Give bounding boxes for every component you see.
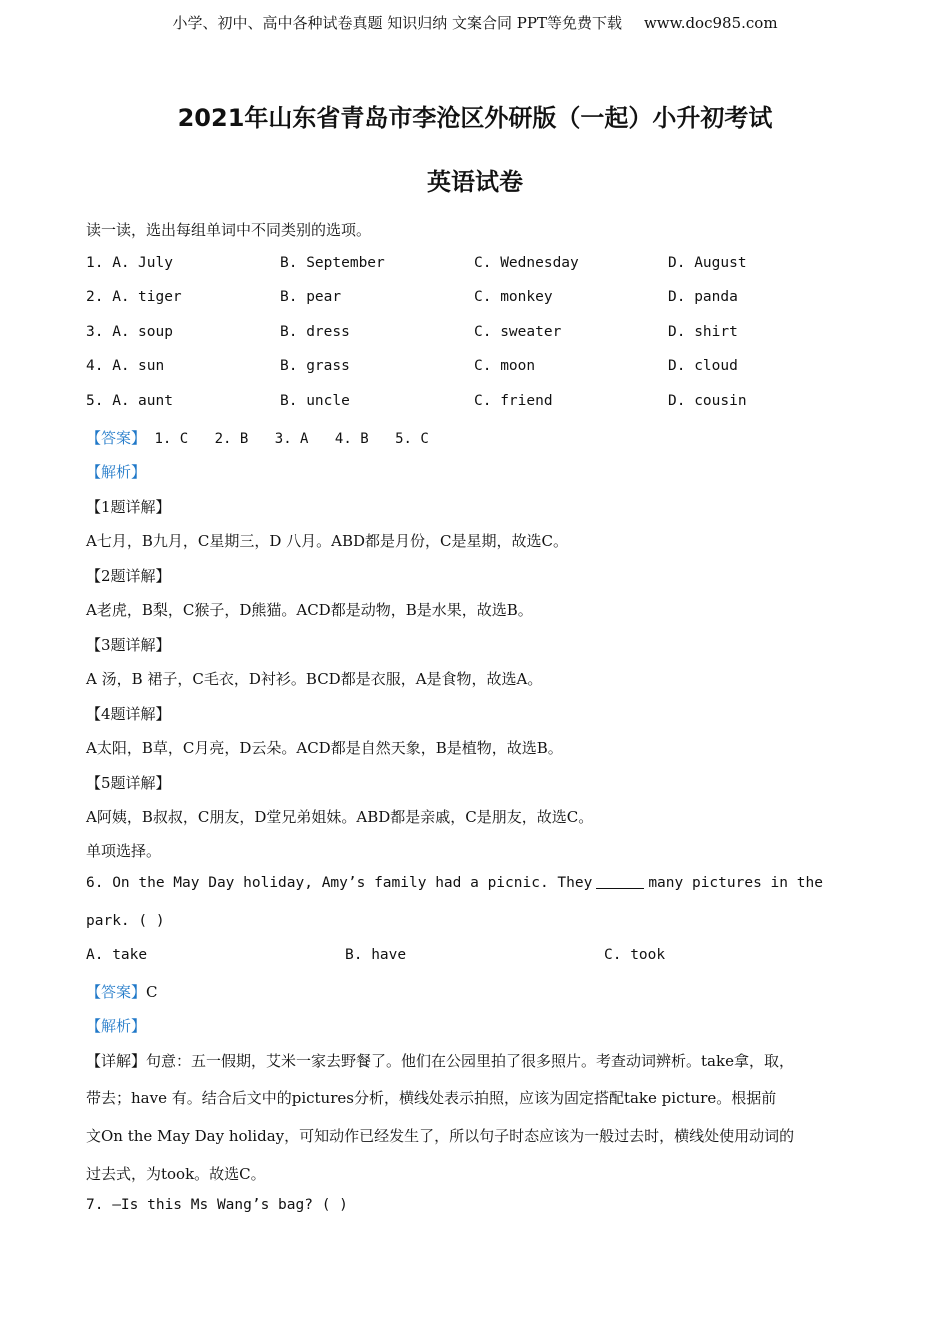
detail-body: A 汤，B 裙子，C毛衣，D衬衫。BCD都是衣服，A是食物，故选A。 (86, 670, 543, 688)
detail-body: A太阳，B草，C月亮，D云朵。ACD都是自然天象，B是植物，故选B。 (86, 739, 563, 757)
question-6-stem-line2: park. ( ) (86, 913, 165, 929)
option-d: D. panda (668, 289, 738, 305)
answer-item: 5. C (395, 431, 429, 447)
detail-body: A七月，B九月，C星期三，D 八月。ABD都是月份，C是星期，故选C。 (86, 532, 568, 550)
option-c: C. moon (474, 358, 536, 374)
detail-tag: 【详解】 (86, 1052, 147, 1070)
option-d: D. August (668, 255, 747, 271)
option-a: aunt (138, 393, 173, 409)
question-7-stem: 7. —Is this Ms Wang’s bag? ( ) (86, 1197, 348, 1213)
answer-tag: 【答案】 (86, 983, 147, 1001)
option-b: B. grass (280, 358, 350, 374)
section1-instruction: 读一读，选出每组单词中不同类别的选项。 (86, 221, 372, 239)
detail-body: A老虎，B梨，C猴子，D熊猫。ACD都是动物，B是水果，故选B。 (86, 601, 533, 619)
analysis-tag: 【解析】 (86, 463, 147, 481)
exam-title: 2021年山东省青岛市李沧区外研版（一起）小升初考试 (177, 104, 773, 132)
q6-analysis-tag: 【解析】 (86, 1017, 147, 1035)
page-header (0, 12, 950, 33)
option-a: tiger (138, 289, 182, 305)
option-c: C. Wednesday (474, 255, 579, 271)
q6-stem-part1: 6. On the May Day holiday, Amy’s family had a picnic. They (86, 875, 593, 891)
question-number: 5. A. (86, 393, 130, 409)
option-c: C. sweater (474, 324, 562, 340)
detail-heading: 【1题详解】 (86, 498, 171, 516)
q6-option-c: C. took (604, 947, 666, 963)
answer-line-1-5 (86, 427, 447, 448)
q6-detail-line2: 带去；have 有。结合后文中的pictures分析，横线处表示拍照，应该为固定搭配take picture。根据前 (86, 1089, 777, 1107)
option-b: B. dress (280, 324, 350, 340)
option-d: D. shirt (668, 324, 738, 340)
answer-tag: 【答案】 (86, 429, 147, 447)
answer-item: 1. C (154, 431, 189, 447)
answer-item: 3. A (274, 431, 309, 447)
option-b: B. pear (280, 289, 342, 305)
q6-detail-line3: 文On the May Day holiday，可知动作已经发生了，所以句子时态应该为一般过去时，横线处使用动词的 (86, 1127, 795, 1145)
option-b: B. uncle (280, 393, 350, 409)
option-a: July (138, 255, 173, 271)
option-c: C. monkey (474, 289, 553, 305)
question-number: 1. A. (86, 255, 130, 271)
option-c: C. friend (474, 393, 553, 409)
option-d: D. cloud (668, 358, 738, 374)
answer-item: 2. B (214, 431, 249, 447)
question-number: 4. A. (86, 358, 130, 374)
detail-heading: 【2题详解】 (86, 567, 171, 585)
section2-instruction: 单项选择。 (86, 842, 162, 860)
answer-blank (596, 888, 644, 889)
q6-answer: C (146, 983, 158, 1001)
header-text: 小学、初中、高中各种试卷真题 知识归纳 文案合同 PPT等免费下载 (172, 14, 622, 32)
option-d: D. cousin (668, 393, 747, 409)
detail-text: 句意：五一假期，艾米一家去野餐了。他们在公园里拍了很多照片。考查动词辨析。take拿，取， (146, 1052, 794, 1070)
detail-body: A阿姨，B叔叔，C朋友，D堂兄弟姐妹。ABD都是亲戚，C是朋友，故选C。 (86, 808, 594, 826)
option-b: B. September (280, 255, 385, 271)
detail-heading: 【5题详解】 (86, 774, 171, 792)
answer-item: 4. B (334, 431, 369, 447)
question-6-stem (86, 875, 823, 891)
detail-heading: 【4题详解】 (86, 705, 171, 723)
option-a: sun (138, 358, 165, 374)
q6-answer-line (86, 981, 158, 1002)
question-number: 3. A. (86, 324, 130, 340)
q6-stem-part2: many pictures in the (648, 875, 823, 891)
q6-option-b: B. have (345, 947, 407, 963)
exam-subtitle: 英语试卷 (427, 168, 523, 196)
q6-detail-line1 (86, 1050, 794, 1071)
option-a: soup (138, 324, 173, 340)
q6-detail-line4: 过去式，为took。故选C。 (86, 1165, 266, 1183)
detail-heading: 【3题详解】 (86, 636, 171, 654)
header-site-link[interactable]: www.doc985.com (643, 14, 778, 32)
question-number: 2. A. (86, 289, 130, 305)
q6-option-a: A. take (86, 947, 148, 963)
